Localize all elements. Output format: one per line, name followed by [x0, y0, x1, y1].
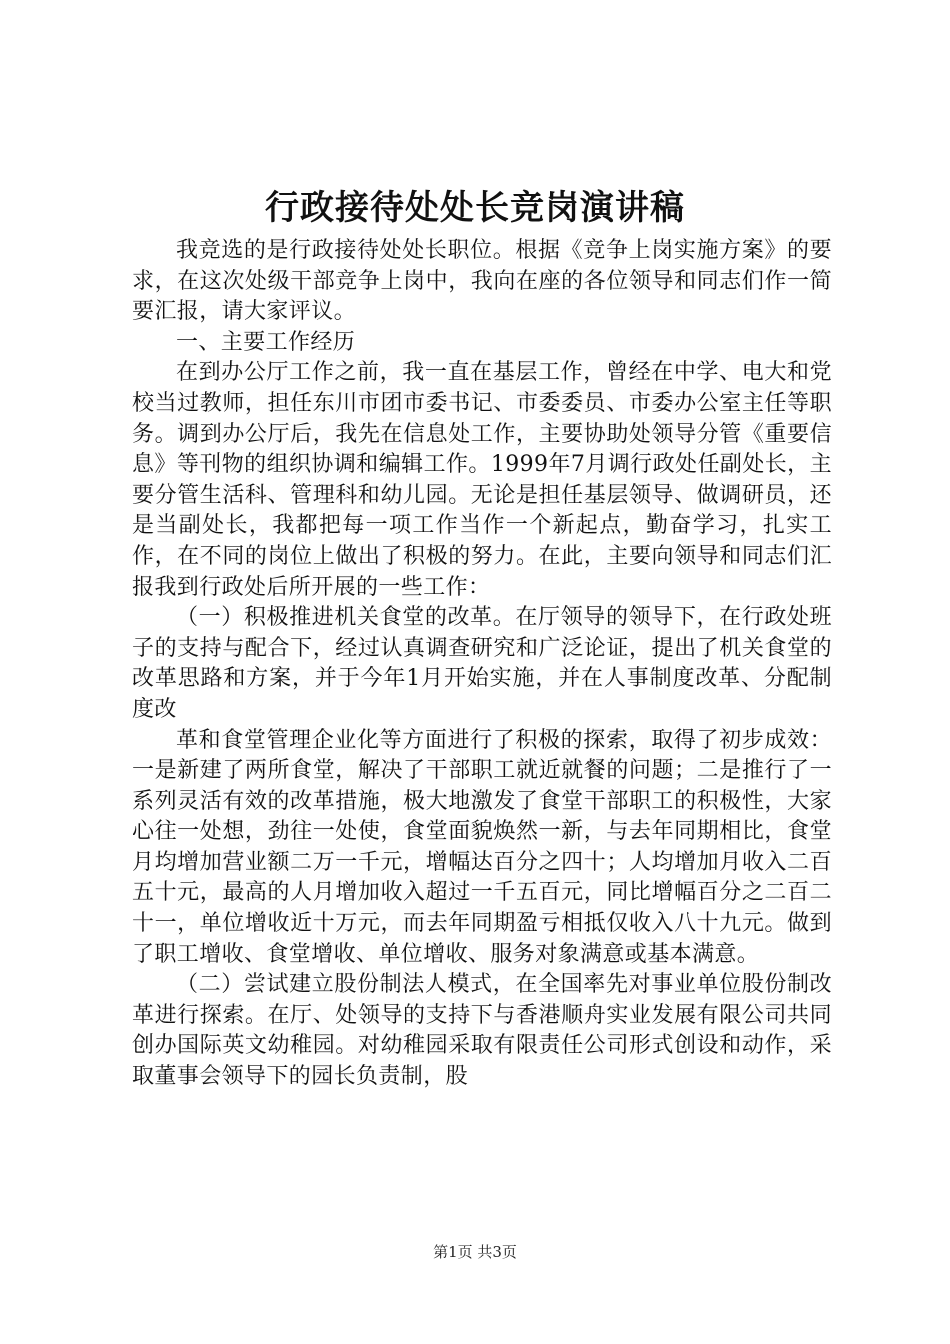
- paragraph-shareholding-model: （二）尝试建立股份制法人模式，在全国率先对事业单位股份制改革进行探索。在厅、处领导的支持下与香港顺舟实业发展有限公司共同创办国际英文幼稚园。对幼稚园采取有限责任公司形式创设和动作，采取董事会领导下的园长负责制，股: [132, 972, 832, 1090]
- paragraph-cafeteria-reform: （一）积极推进机关食堂的改革。在厅领导的领导下，在行政处班子的支持与配合下，经过认真调查研究和广泛论证，提出了机关食堂的改革思路和方案，并于今年1月开始实施，并在人事制度改革、分配制度改: [132, 605, 832, 722]
- page-number-footer: 第1页 共3页: [433, 1243, 517, 1261]
- paragraph-work-history: 在到办公厅工作之前，我一直在基层工作，曾经在中学、电大和党校当过教师，担任东川市团市委书记、市委委员、市委办公室主任等职务。调到办公厅后，我先在信息处工作，主要协助处领导分管《重要信息》等刊物的组织协调和编辑工作。1999年7月调行政处任副处长，主要分管生活科、管理科和幼儿园。无论是担任基层领导、做调研员，还是当副处长，我都把每一项工作当作一个新起点，勤奋学习，扎实工作，在不同的岗位上做出了积极的努力。在此，主要向领导和同志们汇报我到行政处后所开展的一些工作：: [132, 360, 832, 600]
- paragraph-intro: 我竞选的是行政接待处处长职位。根据《竞争上岗实施方案》的要求，在这次处级干部竞争上岗中，我向在座的各位领导和同志们作一简要汇报，请大家评议。: [132, 238, 832, 325]
- document-title: 行政接待处处长竞岗演讲稿: [265, 188, 685, 228]
- paragraph-reform-results: 革和食堂管理企业化等方面进行了积极的探索，取得了初步成效：一是新建了两所食堂，解决了干部职工就近就餐的问题；二是推行了一系列灵活有效的改革措施，极大地激发了食堂干部职工的积极性，大家心往一处想，劲往一处使，食堂面貌焕然一新，与去年同期相比，食堂月均增加营业额二万一千元，增幅达百分之四十；人均增加月收入二百五十元，最高的人月增加收入超过一千五百元，同比增幅百分之二百二十一，单位增收近十万元，而去年同期盈亏相抵仅收入八十九元。做到了职工增收、食堂增收、单位增收、服务对象满意或基本满意。: [132, 727, 832, 967]
- document-body: [132, 236, 832, 1093]
- section-heading-work-experience: 一、主要工作经历: [176, 329, 356, 355]
